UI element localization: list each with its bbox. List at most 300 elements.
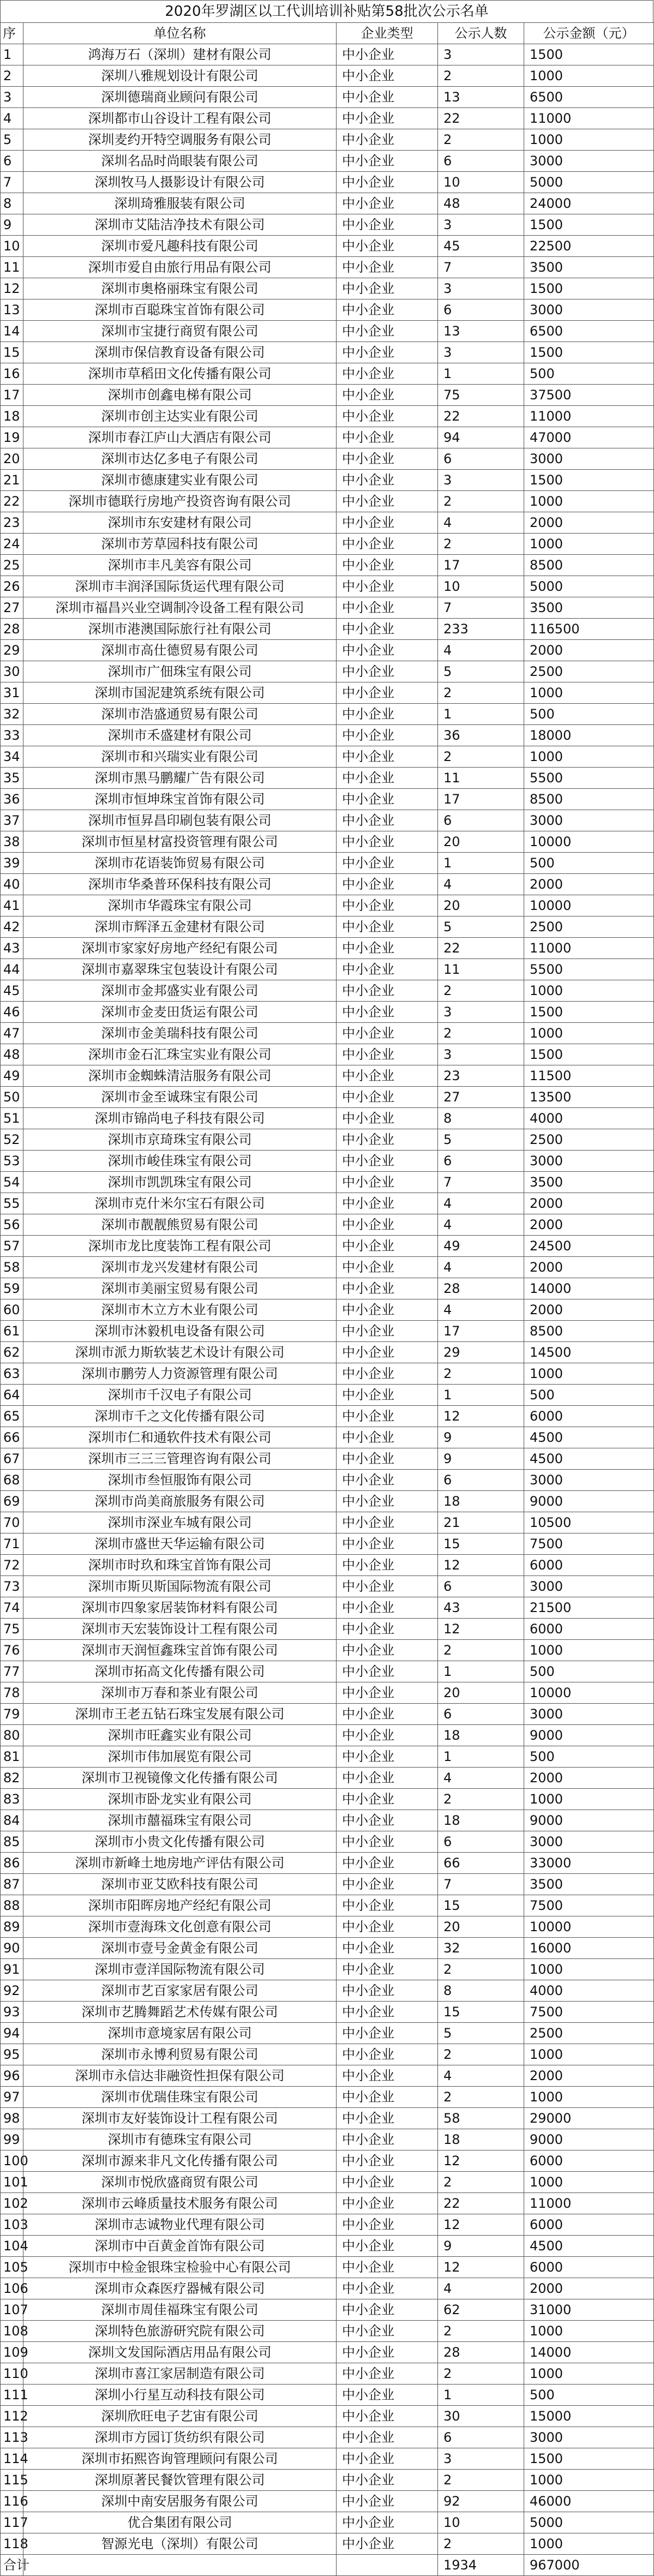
page-title: 2020年罗湖区以工代训培训补贴第58批次公示名单 [0,0,653,22]
person-count: 6 [438,2427,524,2448]
table-row [1,853,654,874]
person-count: 4 [438,2278,524,2299]
amount: 4500 [524,2236,654,2257]
person-count: 1 [438,853,524,874]
row-no: 24 [1,534,23,555]
company-type: 中小企业 [337,1470,438,1491]
company-type: 中小企业 [337,1385,438,1406]
table-row [1,1725,654,1746]
amount: 18000 [524,725,654,746]
amount: 16000 [524,1938,654,1959]
row-no: 77 [1,1661,23,1682]
company-type: 中小企业 [337,278,438,299]
amount: 13500 [524,1087,654,1108]
table-row [1,1661,654,1682]
person-count: 20 [438,895,524,916]
company-name: 深圳市爱凡趣科技有限公司 [23,236,337,257]
row-no: 105 [1,2257,23,2278]
row-no: 12 [1,278,23,299]
amount: 500 [524,2385,654,2406]
row-no: 30 [1,661,23,682]
company-type: 中小企业 [337,534,438,555]
company-type: 中小企业 [337,491,438,512]
amount: 31000 [524,2299,654,2321]
row-no: 43 [1,938,23,959]
amount: 1500 [524,2448,654,2470]
table-row [1,2044,654,2065]
person-count: 4 [438,1257,524,1278]
company-name: 深圳市中检金银珠宝检验中心有限公司 [23,2257,337,2278]
company-type: 中小企业 [337,236,438,257]
company-name: 深圳市时玖和珠宝首饰有限公司 [23,1555,337,1576]
table-row [1,1682,654,1704]
person-count: 94 [438,427,524,448]
person-count: 45 [438,236,524,257]
amount: 6000 [524,1619,654,1640]
row-no: 37 [1,810,23,831]
row-no: 59 [1,1278,23,1299]
row-no: 49 [1,1065,23,1087]
person-count: 9 [438,1448,524,1470]
row-no: 101 [1,2172,23,2193]
person-count: 6 [438,151,524,172]
company-name: 深圳市恒星材富投资管理有限公司 [23,831,337,853]
amount: 3500 [524,257,654,278]
row-no: 102 [1,2193,23,2214]
company-type: 中小企业 [337,2363,438,2385]
table-row [1,2278,654,2299]
row-no: 3 [1,87,23,108]
table-row [1,1576,654,1597]
company-name: 深圳麦约开特空调服务有限公司 [23,129,337,151]
person-count: 36 [438,725,524,746]
row-no: 40 [1,874,23,895]
person-count: 4 [438,874,524,895]
person-count: 6 [438,1831,524,1853]
company-type: 中小企业 [337,725,438,746]
company-type: 中小企业 [337,406,438,427]
table-row [1,299,654,321]
amount: 5000 [524,576,654,597]
amount: 4500 [524,1448,654,1470]
row-no: 1 [1,44,23,65]
company-type: 中小企业 [337,1193,438,1214]
person-count: 18 [438,1491,524,1512]
table-row [1,1236,654,1257]
amount: 2000 [524,1257,654,1278]
company-type: 中小企业 [337,1406,438,1427]
amount: 1000 [524,1023,654,1044]
table-row [1,1363,654,1385]
company-type: 中小企业 [337,2470,438,2491]
person-count: 2 [438,2363,524,2385]
company-type: 中小企业 [337,2491,438,2512]
amount: 3000 [524,1470,654,1491]
person-count: 2 [438,65,524,87]
row-no: 53 [1,1151,23,1172]
amount: 11000 [524,108,654,129]
person-count: 2 [438,1640,524,1661]
total-label: 合计 [1,2555,23,2576]
row-no: 28 [1,619,23,640]
company-name: 深圳市达亿多电子有限公司 [23,448,337,470]
amount: 11500 [524,1065,654,1087]
person-count: 2 [438,1959,524,1980]
person-count: 2 [438,129,524,151]
table-row [1,2065,654,2087]
table-row [1,214,654,236]
person-count: 2 [438,2470,524,2491]
row-no: 7 [1,172,23,193]
company-type: 中小企业 [337,2087,438,2108]
row-no: 2 [1,65,23,87]
company-name: 深圳小行星互动科技有限公司 [23,2385,337,2406]
person-count: 58 [438,2108,524,2129]
company-name: 深圳市壹洋国际物流有限公司 [23,1959,337,1980]
company-type: 中小企业 [337,1236,438,1257]
row-no: 114 [1,2448,23,2470]
table-row [1,1874,654,1895]
company-type: 中小企业 [337,1533,438,1555]
row-no: 57 [1,1236,23,1257]
table-row [1,2448,654,2470]
table-row [1,1406,654,1427]
amount: 14500 [524,1342,654,1363]
amount: 10500 [524,1512,654,1533]
row-no: 32 [1,704,23,725]
person-count: 20 [438,831,524,853]
person-count: 43 [438,1597,524,1619]
amount: 10000 [524,1916,654,1938]
person-count: 17 [438,789,524,810]
table-row [1,1555,654,1576]
amount: 1000 [524,1789,654,1810]
table-row [1,1087,654,1108]
row-no: 111 [1,2385,23,2406]
row-no: 81 [1,1746,23,1768]
company-type: 中小企业 [337,2427,438,2448]
company-name: 深圳市斯贝斯国际物流有限公司 [23,1576,337,1597]
row-no: 42 [1,916,23,938]
company-name: 深圳市宝捷行商贸有限公司 [23,321,337,342]
person-count: 1 [438,1385,524,1406]
company-name: 深圳市辉泽五金建材有限公司 [23,916,337,938]
amount: 2500 [524,2023,654,2044]
row-no: 63 [1,1363,23,1385]
row-no: 70 [1,1512,23,1533]
row-no: 67 [1,1448,23,1470]
amount: 15000 [524,2406,654,2427]
company-name: 深圳市龙兴发建材有限公司 [23,1257,337,1278]
amount: 10000 [524,895,654,916]
table-row [1,1129,654,1151]
amount: 8500 [524,1321,654,1342]
row-no: 117 [1,2512,23,2533]
row-no: 13 [1,299,23,321]
company-type: 中小企业 [337,1278,438,1299]
person-count: 6 [438,448,524,470]
company-type: 中小企业 [337,363,438,385]
company-name: 深圳市锦尚电子科技有限公司 [23,1108,337,1129]
person-count: 12 [438,1406,524,1427]
company-type: 中小企业 [337,2385,438,2406]
person-count: 27 [438,1087,524,1108]
person-count: 2 [438,1363,524,1385]
amount: 2000 [524,1768,654,1789]
person-count: 2 [438,491,524,512]
table-row [1,1597,654,1619]
person-count: 9 [438,1427,524,1448]
row-no: 20 [1,448,23,470]
company-type: 中小企业 [337,1640,438,1661]
company-type: 中小企业 [337,2448,438,2470]
row-no: 17 [1,385,23,406]
company-name: 深圳市金邦盛实业有限公司 [23,980,337,1002]
person-count: 2 [438,2087,524,2108]
table-row [1,1065,654,1087]
company-type: 中小企业 [337,44,438,65]
row-no: 10 [1,236,23,257]
person-count: 1 [438,704,524,725]
person-count: 17 [438,555,524,576]
person-count: 7 [438,597,524,619]
person-count: 6 [438,1704,524,1725]
company-type: 中小企业 [337,640,438,661]
table-row [1,512,654,534]
person-count: 2 [438,534,524,555]
company-type: 中小企业 [337,810,438,831]
amount: 3000 [524,810,654,831]
row-no: 95 [1,2044,23,2065]
amount: 500 [524,704,654,725]
company-name: 深圳市千汉电子有限公司 [23,1385,337,1406]
person-count: 4 [438,512,524,534]
company-type: 中小企业 [337,129,438,151]
company-type: 中小企业 [337,2065,438,2087]
person-count: 21 [438,1512,524,1533]
row-no: 56 [1,1214,23,1236]
row-no: 75 [1,1619,23,1640]
company-type: 中小企业 [337,151,438,172]
amount: 500 [524,363,654,385]
header-count: 公示人数 [438,23,524,44]
company-name: 深圳市福昌兴业空调制冷设备工程有限公司 [23,597,337,619]
company-type: 中小企业 [337,1512,438,1533]
person-count: 9 [438,2236,524,2257]
amount: 3000 [524,1831,654,1853]
table-row [1,151,654,172]
company-name: 深圳市金至诚珠宝有限公司 [23,1087,337,1108]
amount: 1500 [524,214,654,236]
company-name: 深圳市旺鑫实业有限公司 [23,1725,337,1746]
table-row [1,1895,654,1916]
person-count: 6 [438,299,524,321]
company-name: 深圳八雅规划设计有限公司 [23,65,337,87]
person-count: 4 [438,640,524,661]
row-no: 103 [1,2214,23,2236]
table-row [1,2342,654,2363]
company-type: 中小企业 [337,257,438,278]
row-no: 92 [1,1980,23,2002]
company-name: 深圳市壹号金黄金有限公司 [23,1938,337,1959]
company-type: 中小企业 [337,1789,438,1810]
amount: 1000 [524,2470,654,2491]
person-count: 1 [438,363,524,385]
company-name: 深圳市云峰质量技术服务有限公司 [23,2193,337,2214]
company-type: 中小企业 [337,704,438,725]
person-count: 233 [438,619,524,640]
amount: 1000 [524,746,654,768]
amount: 2000 [524,1214,654,1236]
row-no: 18 [1,406,23,427]
person-count: 8 [438,1108,524,1129]
header-row [1,23,654,44]
row-no: 62 [1,1342,23,1363]
company-type: 中小企业 [337,682,438,704]
row-no: 93 [1,2002,23,2023]
table-row [1,789,654,810]
person-count: 22 [438,108,524,129]
company-type: 中小企业 [337,1448,438,1470]
amount: 1000 [524,2533,654,2555]
table-row [1,1278,654,1299]
row-no: 11 [1,257,23,278]
company-name: 深圳都市山谷设计工程有限公司 [23,108,337,129]
company-type: 中小企业 [337,1299,438,1321]
table-row [1,108,654,129]
table-row [1,342,654,363]
header-name: 单位名称 [23,23,337,44]
row-no: 87 [1,1874,23,1895]
company-type: 中小企业 [337,2342,438,2363]
company-name: 深圳市龙比度装饰工程有限公司 [23,1236,337,1257]
person-count: 92 [438,2491,524,2512]
table-row [1,2385,654,2406]
company-type: 中小企业 [337,2512,438,2533]
row-no: 115 [1,2470,23,2491]
row-no: 90 [1,1938,23,1959]
table-row [1,661,654,682]
company-name: 深圳市美丽宝贸易有限公司 [23,1278,337,1299]
company-type: 中小企业 [337,1597,438,1619]
amount: 7500 [524,1895,654,1916]
company-type: 中小企业 [337,2299,438,2321]
company-name: 深圳文发国际酒店用品有限公司 [23,2342,337,2363]
table-row [1,2129,654,2150]
amount: 6000 [524,2257,654,2278]
row-no: 99 [1,2129,23,2150]
row-no: 45 [1,980,23,1002]
amount: 2000 [524,2065,654,2087]
person-count: 11 [438,959,524,980]
amount: 6000 [524,2150,654,2172]
table-row [1,1151,654,1172]
company-name: 深圳市芳草园科技有限公司 [23,534,337,555]
person-count: 10 [438,2512,524,2533]
table-row [1,534,654,555]
company-type: 中小企业 [337,895,438,916]
person-count: 7 [438,1172,524,1193]
company-name: 深圳市众森医疗器械有限公司 [23,2278,337,2299]
row-no: 44 [1,959,23,980]
row-no: 39 [1,853,23,874]
amount: 1000 [524,1959,654,1980]
company-type: 中小企业 [337,874,438,895]
row-no: 89 [1,1916,23,1938]
person-count: 2 [438,1023,524,1044]
person-count: 12 [438,2150,524,2172]
table-row [1,1789,654,1810]
table-row [1,2406,654,2427]
row-no: 33 [1,725,23,746]
company-name: 深圳市囍福珠宝有限公司 [23,1810,337,1831]
company-name: 深圳市新峰土地房地产评估有限公司 [23,1853,337,1874]
amount: 11000 [524,2193,654,2214]
company-name: 深圳市友好装饰设计工程有限公司 [23,2108,337,2129]
company-name: 深圳市万春和茶业有限公司 [23,1682,337,1704]
person-count: 6 [438,1576,524,1597]
amount: 500 [524,1746,654,1768]
table-row [1,682,654,704]
row-no: 4 [1,108,23,129]
table-row [1,2214,654,2236]
table-row [1,704,654,725]
table-row [1,1746,654,1768]
company-name: 深圳市天宏装饰设计工程有限公司 [23,1619,337,1640]
row-no: 23 [1,512,23,534]
company-name: 深圳市壹海珠文化创意有限公司 [23,1916,337,1938]
company-type: 中小企业 [337,87,438,108]
amount: 1500 [524,342,654,363]
company-type: 中小企业 [337,470,438,491]
company-name: 深圳市峻佳珠宝有限公司 [23,1151,337,1172]
amount: 116500 [524,619,654,640]
person-count: 4 [438,2065,524,2087]
company-name: 深圳市四象家居装饰材料有限公司 [23,1597,337,1619]
total-amount: 967000 [524,2555,654,2576]
amount: 1000 [524,2044,654,2065]
row-no: 47 [1,1023,23,1044]
amount: 6000 [524,2214,654,2236]
company-type: 中小企业 [337,2278,438,2299]
roster-table [0,22,654,2576]
row-no: 85 [1,1831,23,1853]
amount: 1000 [524,2363,654,2385]
company-name: 深圳市东安建材有限公司 [23,512,337,534]
person-count: 3 [438,44,524,65]
table-row [1,1533,654,1555]
amount: 11000 [524,406,654,427]
row-no: 96 [1,2065,23,2087]
row-no: 97 [1,2087,23,2108]
amount: 3000 [524,1576,654,1597]
person-count: 6 [438,810,524,831]
person-count: 66 [438,1853,524,1874]
company-name: 深圳市家家好房地产经纪有限公司 [23,938,337,959]
person-count: 4 [438,1768,524,1789]
person-count: 3 [438,1044,524,1065]
company-type: 中小企业 [337,1959,438,1980]
row-no: 65 [1,1406,23,1427]
company-name: 鸿海万石（深圳）建材有限公司 [23,44,337,65]
row-no: 112 [1,2406,23,2427]
header-no: 序 [1,23,23,44]
table-row [1,2363,654,2385]
company-name: 深圳中南安居服务有限公司 [23,2491,337,2512]
person-count: 2 [438,1789,524,1810]
company-name: 深圳市周佳福珠宝有限公司 [23,2299,337,2321]
company-name: 深圳市创主达实业有限公司 [23,406,337,427]
